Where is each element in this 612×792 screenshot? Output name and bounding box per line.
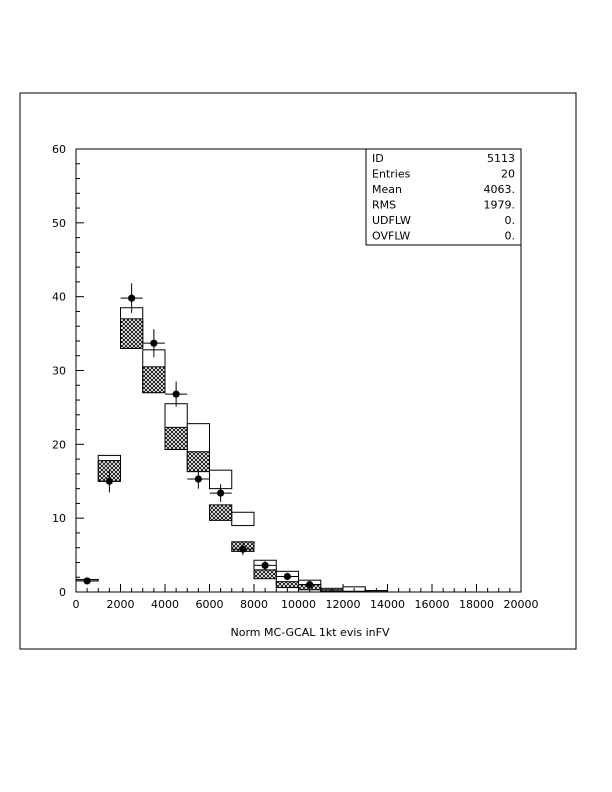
stat-label: UDFLW <box>372 214 411 227</box>
x-tick-label: 18000 <box>459 598 494 611</box>
x-tick-label: 4000 <box>151 598 179 611</box>
data-point <box>150 340 157 347</box>
data-point <box>284 573 291 580</box>
open-box <box>232 512 254 525</box>
hatched-box <box>210 505 232 521</box>
x-tick-label: 12000 <box>325 598 361 611</box>
x-tick-label: 0 <box>72 598 80 611</box>
hatched-box <box>121 319 143 349</box>
hatched-box <box>143 367 165 393</box>
x-axis-label: Norm MC-GCAL 1kt evis inFV <box>230 626 390 639</box>
stat-label: Entries <box>372 167 411 181</box>
hatched-box <box>276 582 298 588</box>
stat-value: 5113 <box>487 152 515 165</box>
data-point <box>128 295 135 302</box>
x-tick-label: 8000 <box>240 598 268 611</box>
hatched-box <box>254 570 276 579</box>
data-point <box>106 478 113 485</box>
stat-value: 20 <box>501 167 515 181</box>
y-tick-label: 60 <box>52 143 66 156</box>
data-point <box>306 581 313 588</box>
y-tick-label: 10 <box>52 512 66 526</box>
stat-value: 0. <box>504 229 515 243</box>
x-tick-label: 10000 <box>281 598 316 611</box>
data-point <box>239 546 246 553</box>
data-point <box>173 391 180 398</box>
x-tick-label: 14000 <box>370 598 405 611</box>
y-tick-label: 20 <box>52 438 66 452</box>
data-point <box>217 489 224 496</box>
hatched-box <box>187 452 209 472</box>
hatched-box <box>165 427 187 449</box>
stat-label: ID <box>372 152 384 165</box>
y-tick-label: 0 <box>59 586 66 599</box>
stat-value: 0. <box>504 214 515 227</box>
stat-label: Mean <box>372 183 402 196</box>
hatched-boxes-series <box>98 319 343 591</box>
y-tick-label: 40 <box>52 290 66 304</box>
stat-label: RMS <box>372 198 397 212</box>
x-tick-label: 16000 <box>414 598 450 611</box>
y-axis <box>52 143 84 599</box>
data-point <box>84 577 91 584</box>
stats-box <box>366 149 521 245</box>
stat-value: 1979. <box>483 198 515 212</box>
x-tick-label: 6000 <box>195 598 224 611</box>
data-point <box>195 475 202 482</box>
x-tick-label: 20000 <box>503 598 539 611</box>
y-tick-label: 30 <box>52 364 66 378</box>
data-point <box>262 562 269 569</box>
stat-value: 4063. <box>483 183 515 196</box>
y-tick-label: 50 <box>52 216 66 230</box>
x-tick-label: 2000 <box>106 598 135 611</box>
stat-label: OVFLW <box>372 229 411 243</box>
